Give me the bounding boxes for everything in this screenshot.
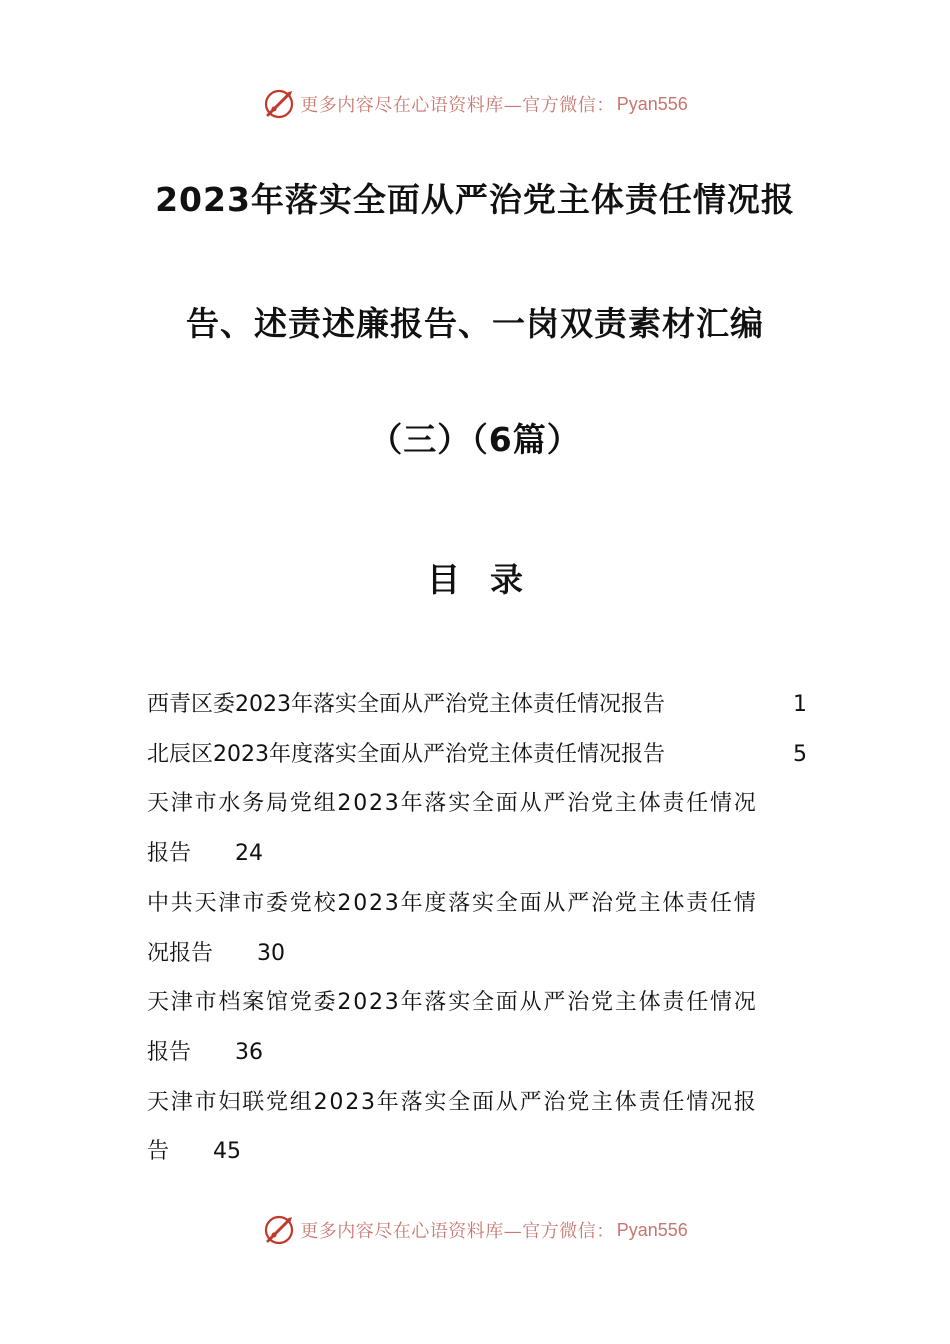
document-title-line-3: （三）（6篇）: [369, 420, 581, 459]
toc-entry[interactable]: [147, 730, 807, 780]
header-watermark-banner: [0, 84, 950, 124]
toc-entry[interactable]: [147, 779, 807, 878]
toc-entry[interactable]: [147, 1078, 807, 1177]
toc-entry-page: 5: [793, 741, 807, 767]
toc-entry-page: 36: [235, 1039, 264, 1065]
toc-entry[interactable]: [147, 978, 807, 1077]
pen-logo-icon: [262, 1213, 296, 1247]
table-of-contents: [147, 680, 807, 1177]
toc-entry-title-cont: 报告: [147, 1039, 192, 1065]
toc-entry-title: 天津市水务局党组2023年落实全面从严治党主体责任情况: [147, 791, 758, 817]
toc-entry[interactable]: [147, 879, 807, 978]
banner-text: 更多内容尽在心语资料库—官方微信：: [300, 95, 615, 116]
toc-entry[interactable]: [147, 680, 807, 730]
banner-wechat-id: Pyan556: [616, 93, 688, 114]
banner-text: 更多内容尽在心语资料库—官方微信：: [300, 1221, 615, 1242]
toc-entry-title: 西青区委2023年落实全面从严治党主体责任情况报告: [147, 692, 665, 717]
banner-wechat-id: Pyan556: [616, 1219, 688, 1240]
footer-watermark-banner: [0, 1210, 950, 1250]
toc-entry-title: 天津市档案馆党委2023年落实全面从严治党主体责任情况: [147, 990, 758, 1016]
pen-logo-icon: [262, 87, 296, 121]
document-title-line-2: 告、述责述廉报告、一岗双责素材汇编: [186, 304, 764, 343]
toc-entry-page: 45: [213, 1139, 242, 1165]
document-title-line-1: 2023年落实全面从严治党主体责任情况报: [155, 180, 795, 219]
toc-heading: 目录: [427, 560, 553, 599]
toc-entry-title: 天津市妇联党组2023年落实全面从严治党主体责任情况报: [147, 1089, 758, 1115]
toc-entry-title-cont: 报告: [147, 841, 192, 867]
toc-entry-title: 中共天津市委党校2023年度落实全面从严治党主体责任情: [147, 890, 758, 916]
toc-entry-title-cont: 况报告: [147, 940, 214, 966]
toc-entry-page: 30: [257, 940, 286, 966]
toc-entry-page: 1: [793, 692, 807, 717]
toc-entry-page: 24: [235, 841, 264, 867]
toc-entry-title-cont: 告: [147, 1139, 170, 1165]
toc-entry-title: 北辰区2023年度落实全面从严治党主体责任情况报告: [147, 741, 665, 767]
